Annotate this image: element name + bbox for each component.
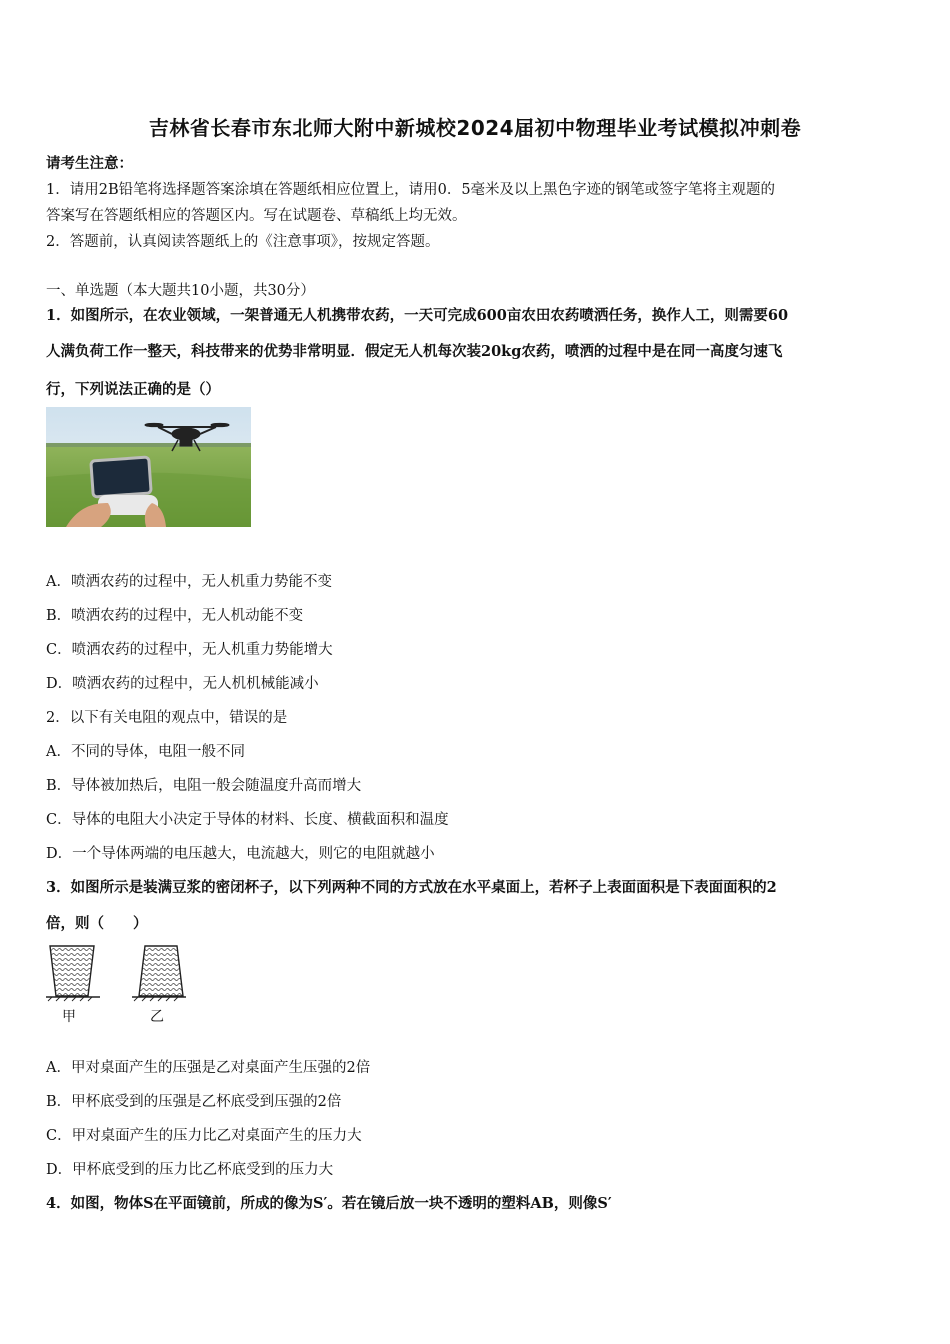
question-2-option-c: C．导体的电阻大小决定于导体的材料、长度、横截面积和温度 — [46, 812, 449, 828]
question-2-option-a: A．不同的导体，电阻一般不同 — [46, 744, 245, 760]
question-3-option-a: A．甲对桌面产生的压强是乙对桌面产生压强的2倍 — [46, 1060, 371, 1076]
question-1-option-a: A．喷洒农药的过程中，无人机重力势能不变 — [46, 574, 332, 590]
question-3-option-d: D．甲杯底受到的压力比乙杯底受到的压力大 — [46, 1162, 334, 1178]
question-3-option-b: B．甲杯底受到的压强是乙杯底受到压强的2倍 — [46, 1094, 342, 1110]
question-3-stem: 3．如图所示是装满豆浆的密闭杯子，以下列两种不同的方式放在水平桌面上，若杯子上表面面积是下表面面积的2 — [46, 879, 777, 896]
notice-heading: 请考生注意： — [46, 155, 133, 172]
paper-title: 吉林省长春市东北师大附中新城校2024届初中物理毕业考试模拟冲刺卷 — [148, 116, 802, 140]
question-2-option-d: D．一个导体两端的电压越大，电流越大，则它的电阻就越小 — [46, 846, 435, 862]
question-2-option-b: B．导体被加热后，电阻一般会随温度升高而增大 — [46, 778, 362, 794]
drone-photo — [46, 407, 251, 527]
question-2-stem: 2．以下有关电阻的观点中，错误的是 — [46, 710, 288, 726]
question-1-option-d: D．喷洒农药的过程中，无人机机械能减小 — [46, 676, 319, 692]
notice-item: 答案写在答题纸相应的答题区内。写在试题卷、草稿纸上均无效。 — [46, 208, 467, 224]
question-3-option-c: C．甲对桌面产生的压力比乙对桌面产生的压力大 — [46, 1128, 362, 1144]
section-heading: 一、单选题（本大题共10小题，共30分） — [46, 283, 315, 299]
notice-item: 2．答题前，认真阅读答题纸上的《注意事项》，按规定答题。 — [46, 234, 440, 250]
notice-item: 1．请用2B铅笔将选择题答案涂填在答题纸相应位置上，请用0．5毫米及以上黑色字迹的钢笔或签字笔将主观题的 — [46, 182, 776, 198]
question-1-stem: 行，下列说法正确的是（） — [46, 381, 220, 398]
figure-label-jia: 甲 — [62, 1009, 76, 1025]
question-3-stem: 倍，则（ ） — [46, 915, 148, 932]
figure-label-yi: 乙 — [150, 1009, 164, 1025]
question-1-option-c: C．喷洒农药的过程中，无人机重力势能增大 — [46, 642, 333, 658]
question-1-option-b: B．喷洒农药的过程中，无人机动能不变 — [46, 608, 304, 624]
question-1-stem: 人满负荷工作一整天，科技带来的优势非常明显．假定无人机每次装20kg农药，喷洒的过程中是在同一高度匀速飞 — [46, 343, 783, 360]
question-4-stem: 4．如图，物体S在平面镜前，所成的像为S′。若在镜后放一块不透明的塑料AB，则像S′ — [46, 1195, 612, 1212]
question-1-stem: 1．如图所示，在农业领域，一架普通无人机携带农药，一天可完成600亩农田农药喷洒任务，换作人工，则需要60 — [46, 307, 789, 324]
